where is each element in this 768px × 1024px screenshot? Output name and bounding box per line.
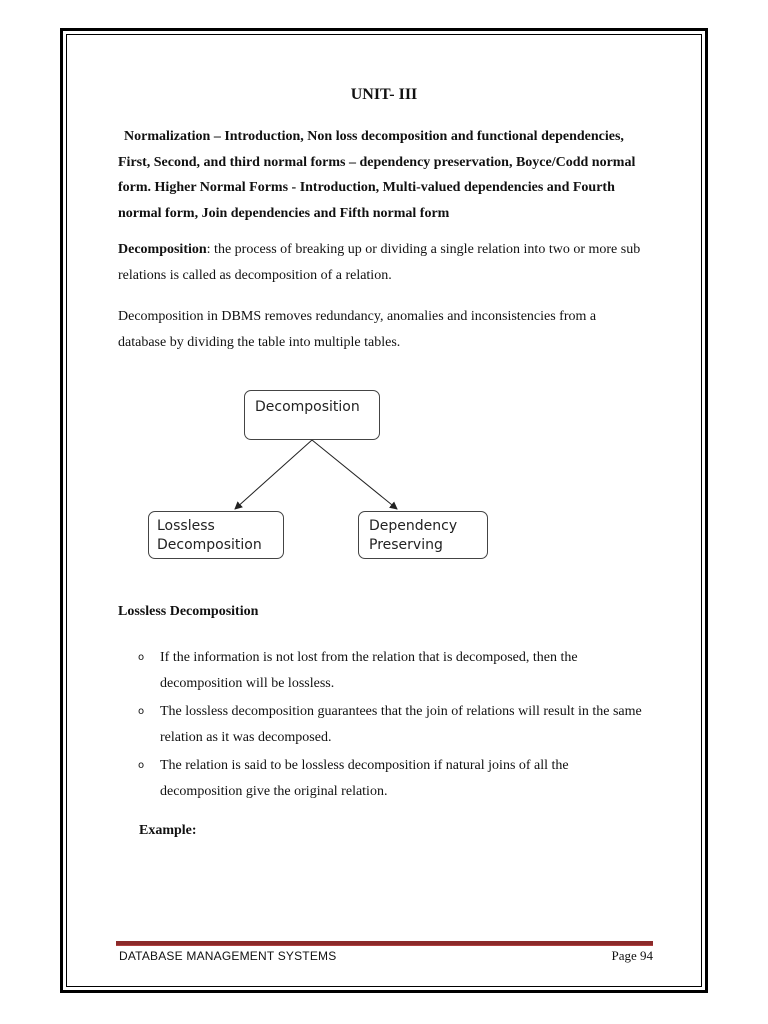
- decomposition-definition: [118, 237, 663, 289]
- example-label: Example:: [139, 823, 197, 838]
- bullet-marker-icon: o: [138, 706, 145, 717]
- unit-title: UNIT- III: [350, 86, 418, 103]
- bullet-line: decomposition give the original relation.: [160, 784, 388, 799]
- dbms-paragraph: [118, 304, 663, 356]
- syllabus-paragraph: [118, 124, 658, 226]
- definition-term: Decomposition: [118, 242, 207, 257]
- dbms-paragraph-line: Decomposition in DBMS removes redundancy, anomalies and inconsistencies from a: [118, 309, 597, 324]
- dbms-paragraph-line: database by dividing the table into multiple tables.: [118, 335, 401, 350]
- bullet-list: [138, 645, 668, 807]
- node-label: Lossless: [157, 518, 215, 534]
- diagram-node-lossless: [148, 511, 284, 559]
- bullet-line: The relation is said to be lossless decomposition if natural joins of all the: [160, 758, 569, 773]
- bullet-line: relation as it was decomposed.: [160, 730, 332, 745]
- bullet-line: decomposition will be lossless.: [160, 676, 335, 691]
- bullet-marker-icon: o: [138, 652, 145, 663]
- definition-line: relations is called as decomposition of a relation.: [118, 268, 392, 283]
- arrow-to-lossless: [235, 440, 312, 509]
- definition-line: [118, 237, 663, 263]
- decomposition-diagram: [140, 385, 500, 565]
- footer-divider: [116, 941, 653, 946]
- arrow-to-dependency: [312, 440, 397, 509]
- bullet-line: The lossless decomposition guarantees that the join of relations will result in the same: [160, 704, 642, 719]
- node-label: Decomposition: [157, 537, 262, 553]
- node-label: Dependency: [369, 518, 458, 534]
- syllabus-line: normal form, Join dependencies and Fifth normal form: [118, 205, 450, 221]
- syllabus-line: Normalization – Introduction, Non loss decomposition and functional dependencies,: [124, 129, 624, 144]
- list-item: [138, 645, 668, 697]
- page-number: Page 94: [611, 948, 653, 963]
- syllabus-line: First, Second, and third normal forms – dependency preservation, Boyce/Codd normal: [118, 154, 636, 170]
- bullet-line: If the information is not lost from the relation that is decomposed, then the: [160, 650, 578, 665]
- bullet-marker-icon: o: [138, 760, 145, 771]
- node-label: Preserving: [369, 537, 443, 553]
- diagram-node-decomposition: [244, 390, 380, 440]
- node-label: Decomposition: [255, 399, 360, 415]
- syllabus-line: form. Higher Normal Forms - Introduction, Multi-valued dependencies and Fourth: [118, 180, 615, 195]
- definition-text: : the process of breaking up or dividing a single relation into two or more sub: [206, 242, 641, 257]
- list-item: [138, 753, 668, 805]
- list-item: [138, 699, 668, 751]
- section-heading: Lossless Decomposition: [118, 604, 259, 619]
- diagram-node-dependency: [358, 511, 488, 559]
- footer-subject: DATABASE MANAGEMENT SYSTEMS: [119, 949, 337, 963]
